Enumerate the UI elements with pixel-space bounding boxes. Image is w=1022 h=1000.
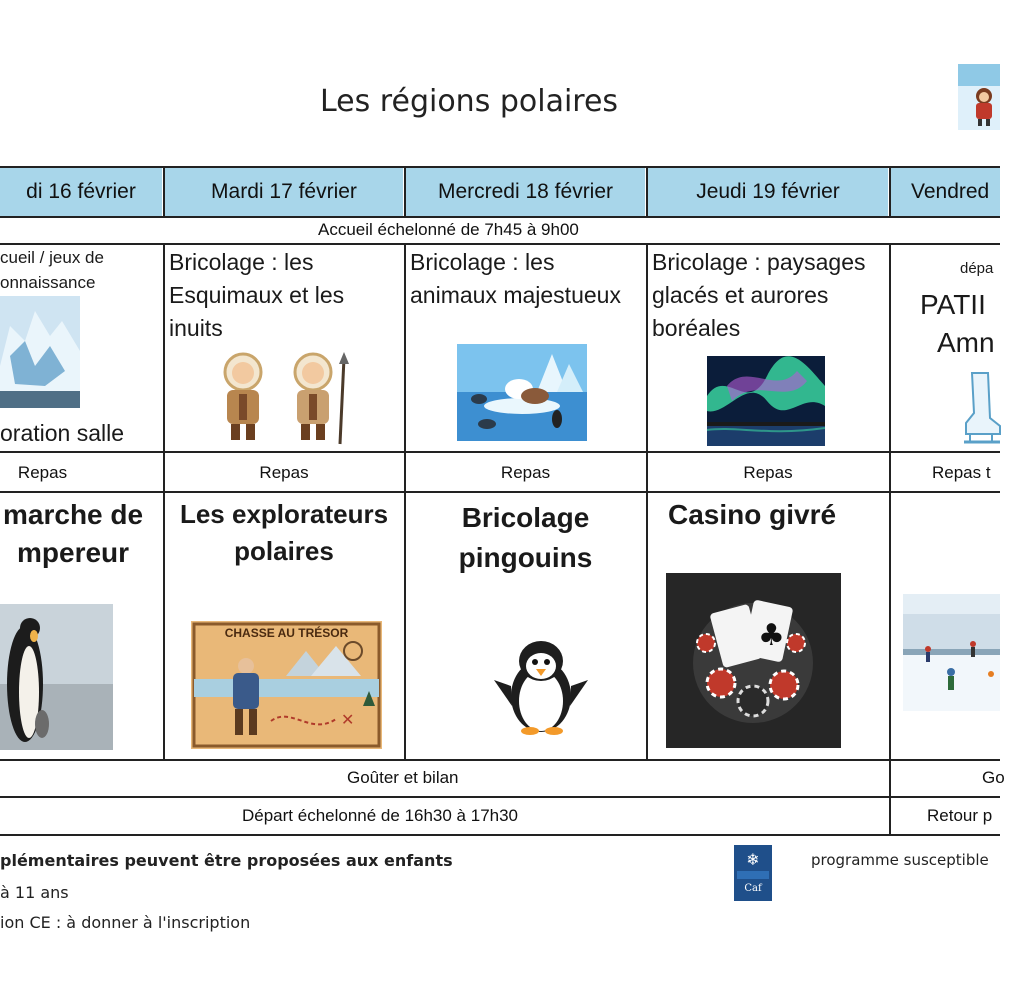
aurora-image: [707, 356, 825, 446]
monday-morning-line1: cueil / jeux de: [0, 248, 104, 267]
treasure-hunt-label: CHASSE AU TRÉSOR: [224, 626, 349, 640]
repas-thursday: Repas: [743, 463, 793, 482]
retour-friday-text: Retour p: [927, 806, 993, 825]
day-header-thursday: Jeudi 19 février: [648, 168, 888, 216]
repas-monday: Repas: [17, 463, 68, 482]
friday-morning-line1: dépa: [960, 260, 994, 277]
svg-text:♣: ♣: [758, 618, 785, 653]
gouter-friday-text: Go: [982, 768, 1005, 787]
inuit-children-image: [210, 350, 360, 446]
casino-cards-image: [666, 573, 841, 748]
footer-line3: ion CE : à donner à l'inscription: [0, 913, 251, 932]
tuesday-morning-activity: Bricolage : les Esquimaux et les inuits: [169, 249, 345, 341]
wednesday-morning-activity: Bricolage : les animaux majestueux: [410, 249, 621, 308]
repas-wednesday: Repas: [500, 463, 551, 482]
depart-text: Départ échelonné de 16h30 à 17h30: [242, 806, 519, 825]
caf-logo-icon: [734, 845, 772, 901]
footer-right-text: programme susceptible: [811, 851, 989, 869]
gouter-text: Goûter et bilan: [347, 768, 459, 787]
ice-rink-image: [903, 594, 1000, 711]
tuesday-afternoon-activity: Les explorateurs polaires: [179, 499, 389, 566]
thursday-morning-activity: Bricolage : paysages glacés et aurores boréales: [652, 249, 866, 341]
svg-text:❄: ❄: [746, 850, 760, 869]
iceberg-image: [0, 296, 80, 408]
friday-morning-line2: PATII: [920, 289, 986, 320]
day-header-friday: Vendred: [891, 168, 1000, 216]
footer-line1: plémentaires peuvent être proposées aux enfants: [0, 851, 453, 870]
friday-morning-line3: Amn: [937, 327, 995, 358]
caf-logo-text: Caf: [744, 883, 762, 894]
thursday-afternoon-activity: Casino givré: [668, 499, 837, 530]
monday-afternoon-line1: marche de: [3, 499, 144, 530]
footer-line2: à 11 ans: [0, 883, 69, 902]
ice-skate-icon: [962, 368, 1000, 448]
polar-animals-image: [457, 344, 587, 441]
accueil-text: Accueil échelonné de 7h45 à 9h00: [318, 220, 579, 239]
treasure-hunt-image: [191, 621, 382, 749]
page-title: Les régions polaires: [320, 84, 619, 119]
day-header-wednesday: Mercredi 18 février: [406, 168, 645, 216]
day-header-monday: di 16 février: [0, 168, 162, 216]
monday-morning-line3: oration salle: [0, 420, 125, 446]
repas-friday: Repas t: [932, 463, 991, 482]
monday-afternoon-line2: mpereur: [17, 537, 130, 568]
monday-morning-line2: onnaissance: [0, 273, 96, 292]
svg-text:✕: ✕: [341, 710, 355, 729]
wednesday-afternoon-activity: Bricolage pingouins: [458, 502, 593, 573]
repas-tuesday: Repas: [259, 463, 309, 482]
penguin-cartoon-image: [492, 636, 590, 736]
emperor-penguin-image: [0, 604, 113, 750]
day-header-tuesday: Mardi 17 février: [165, 168, 403, 216]
